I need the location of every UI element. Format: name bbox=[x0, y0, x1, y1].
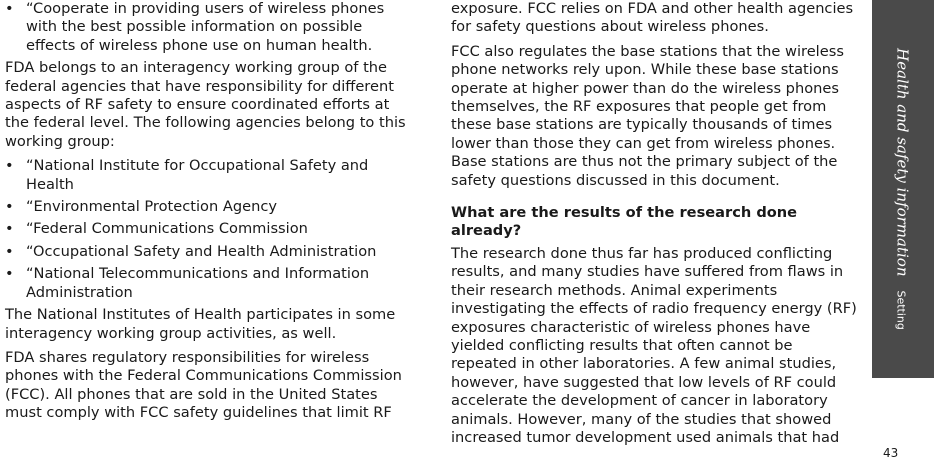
bullet-icon: • bbox=[5, 0, 14, 17]
bullet-icon: • bbox=[5, 220, 14, 238]
list-item bbox=[5, 157, 409, 194]
bullet-text: “Occupational Safety and Health Administration bbox=[26, 242, 377, 260]
bullet-text: “Cooperate in providing users of wireless phones with the best possible information on possible effects of wireless phone use on human health. bbox=[26, 0, 385, 54]
paragraph: FDA belongs to an interagency working group of the federal agencies that have responsibility for different aspects of RF safety to ensure coordinated efforts at the federal level. The following agencies belong to this working group: bbox=[5, 59, 406, 150]
sidebar-title: Health and safety information bbox=[893, 48, 912, 277]
bullet-icon: • bbox=[5, 157, 14, 175]
paragraph: The National Institutes of Health participates in some interagency working group activities, as well. bbox=[5, 306, 396, 342]
left-column bbox=[5, 0, 409, 429]
right-column bbox=[451, 0, 859, 453]
bullet-text: “National Institute for Occupational Safety and Health bbox=[26, 157, 369, 193]
bullet-text: “Federal Communications Commission bbox=[26, 220, 308, 238]
sidebar-subtitle: Setting bbox=[894, 290, 908, 330]
paragraph: FDA shares regulatory responsibilities for wireless phones with the Federal Communications Commission (FCC). All phones that are sold in the United States must comply with FCC safety guidelines that limit RF bbox=[5, 348, 402, 422]
intro-bullet-list bbox=[5, 0, 409, 55]
paragraph: exposure. FCC relies on FDA and other health agencies for safety questions about wireless phones. bbox=[451, 0, 854, 36]
bullet-icon: • bbox=[5, 265, 14, 283]
bullet-text: “National Telecommunications and Information Administration bbox=[26, 265, 370, 301]
section-sidebar-tab bbox=[872, 0, 934, 378]
bullet-icon: • bbox=[5, 198, 14, 216]
list-item bbox=[5, 198, 409, 216]
list-item bbox=[5, 265, 409, 302]
paragraph: The research done thus far has produced conflicting results, and many studies have suffered from flaws in their research methods. Animal experiments investigating the effects of radio frequency energy (RF) exposures characteristic of wireless phones have yielded conflicting results that often cannot be repeated in other laboratories. A few animal studies, however, have suggested that low levels of RF could accelerate the development of cancer in laboratory animals. However, many of the studies that showed increased tumor development used animals that had bbox=[451, 244, 857, 446]
list-item bbox=[5, 243, 409, 261]
sidebar-label bbox=[894, 48, 913, 330]
page-number: 43 bbox=[883, 446, 899, 460]
bullet-text: “Environmental Protection Agency bbox=[26, 198, 277, 216]
list-item bbox=[5, 0, 409, 55]
list-item bbox=[5, 220, 409, 238]
section-heading: What are the results of the research done already? bbox=[451, 204, 798, 240]
agency-list bbox=[5, 157, 409, 302]
bullet-icon: • bbox=[5, 242, 14, 260]
paragraph: FCC also regulates the base stations that the wireless phone networks rely upon. While these base stations operate at higher power than do the wireless phones themselves, the RF exposures that people get from these base stations are typically thousands of times lower than those they can get from wireless phones. Base stations are thus not the primary subject of the safety questions discussed in this document. bbox=[451, 42, 844, 189]
